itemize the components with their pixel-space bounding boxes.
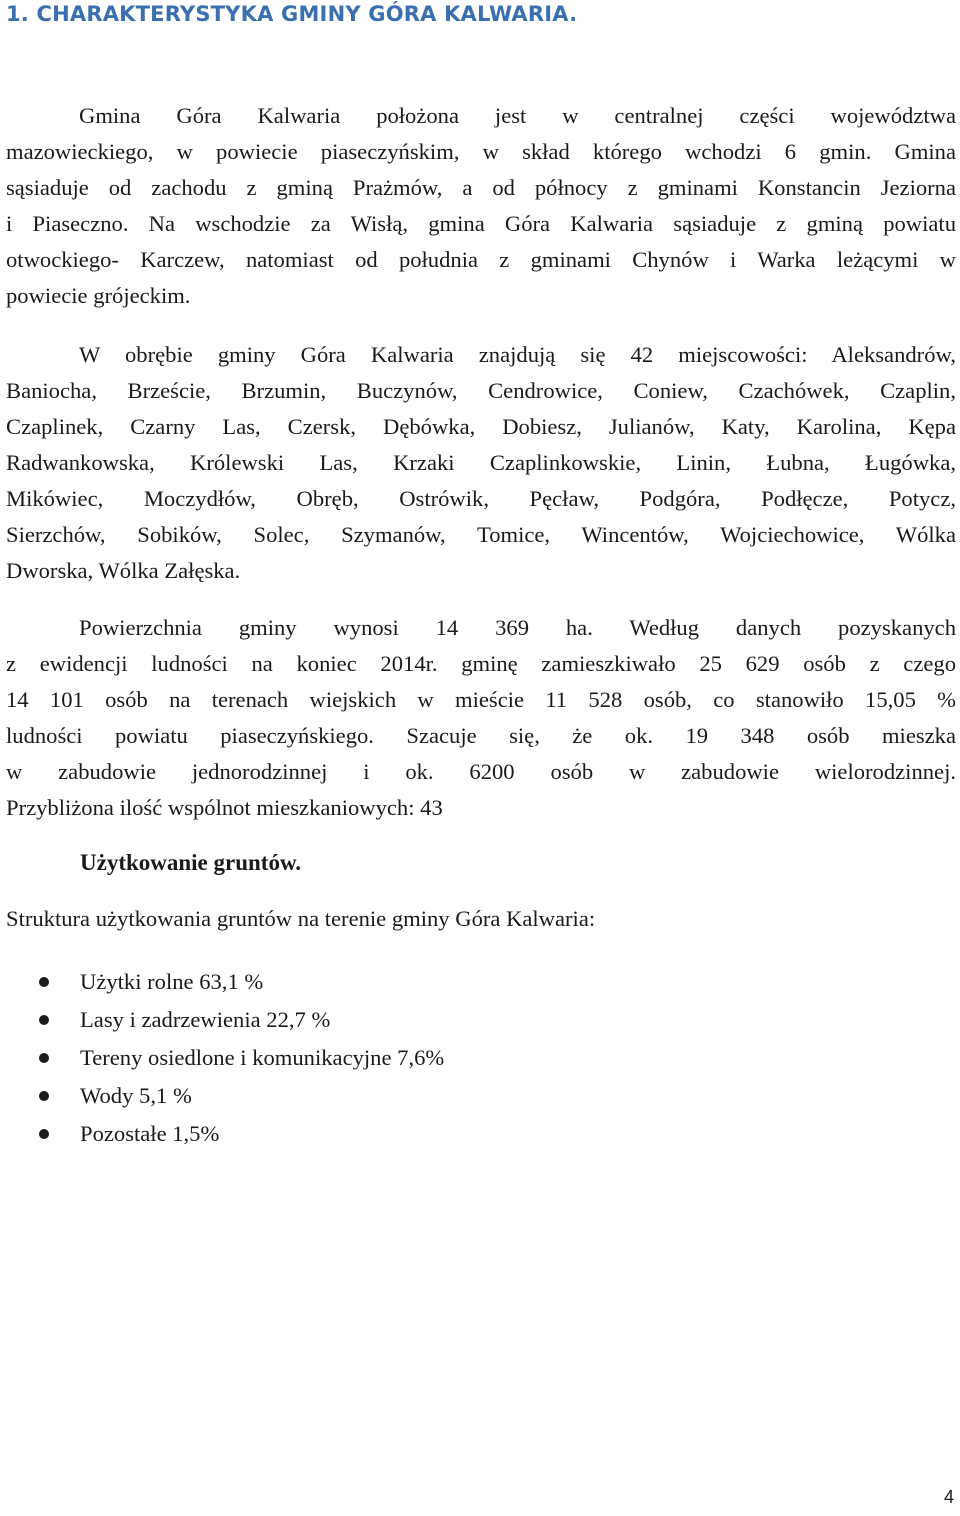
bullet-icon	[39, 1015, 49, 1025]
text-line: W obrębie gminy Góra Kalwaria znajdują się 42 miejscowości: Aleksandrów,	[79, 342, 956, 367]
list-item-text: Wody 5,1 %	[80, 1083, 192, 1108]
bullet-icon	[39, 977, 49, 987]
paragraph-localities	[6, 337, 956, 589]
text-line: Dworska, Wólka Załęska.	[6, 558, 241, 583]
text-line: Czaplinek, Czarny Las, Czersk, Dębówka, Dobiesz, Julianów, Katy, Karolina, Kępa	[6, 414, 956, 439]
bullet-icon	[39, 1053, 49, 1063]
section-heading: 1. CHARAKTERYSTYKA GMINY GÓRA KALWARIA.	[6, 2, 578, 26]
text-line: Baniocha, Brzeście, Brzumin, Buczynów, Cendrowice, Coniew, Czachówek, Czaplin,	[6, 378, 956, 403]
text-line: Przybliżona ilość wspólnot mieszkaniowych: 43	[6, 795, 443, 820]
land-use-intro: Struktura użytkowania gruntów na terenie gminy Góra Kalwaria:	[6, 906, 596, 931]
text-line: z ewidencji ludności na koniec 2014r. gminę zamieszkiwało 25 629 osób z czego	[6, 651, 956, 676]
text-line: ludności powiatu piaseczyńskiego. Szacuje się, że ok. 19 348 osób mieszka	[6, 723, 956, 748]
page-number: 4	[943, 1487, 954, 1507]
text-line: powiecie grójeckim.	[6, 283, 191, 308]
text-line: Powierzchnia gminy wynosi 14 369 ha. Według danych pozyskanych	[79, 615, 956, 640]
land-use-heading: Użytkowanie gruntów.	[80, 850, 302, 875]
text-line: i Piaseczno. Na wschodzie za Wisłą, gmina Góra Kalwaria sąsiaduje z gminą powiatu	[6, 211, 956, 236]
list-item-text: Pozostałe 1,5%	[80, 1121, 220, 1146]
paragraph-population	[6, 610, 956, 826]
list-item-text: Tereny osiedlone i komunikacyjne 7,6%	[80, 1045, 445, 1070]
text-line: Sierzchów, Sobików, Solec, Szymanów, Tomice, Wincentów, Wojciechowice, Wólka	[6, 522, 956, 547]
text-line: mazowieckiego, w powiecie piaseczyńskim, w skład którego wchodzi 6 gmin. Gmina	[6, 139, 956, 164]
text-line: Mikówiec, Moczydłów, Obręb, Ostrówik, Pęcław, Podgóra, Podłęcze, Potycz,	[6, 486, 956, 511]
bullet-icon	[39, 1129, 49, 1139]
text-line: otwockiego- Karczew, natomiast od południa z gminami Chynów i Warka leżącymi w	[6, 247, 956, 272]
text-line: Radwankowska, Królewski Las, Krzaki Czaplinkowskie, Linin, Łubna, Ługówka,	[6, 450, 956, 475]
text-line: w zabudowie jednorodzinnej i ok. 6200 osób w zabudowie wielorodzinnej.	[6, 759, 956, 784]
list-item-text: Użytki rolne 63,1 %	[80, 969, 264, 994]
text-line: Gmina Góra Kalwaria położona jest w centralnej części województwa	[79, 103, 956, 128]
list-item-text: Lasy i zadrzewienia 22,7 %	[80, 1007, 331, 1032]
text-line: sąsiaduje od zachodu z gminą Prażmów, a od północy z gminami Konstancin Jeziorna	[6, 175, 956, 200]
paragraph-location	[6, 98, 956, 314]
bullet-icon	[39, 1091, 49, 1101]
text-line: 14 101 osób na terenach wiejskich w mieście 11 528 osób, co stanowiło 15,05 %	[6, 687, 956, 712]
